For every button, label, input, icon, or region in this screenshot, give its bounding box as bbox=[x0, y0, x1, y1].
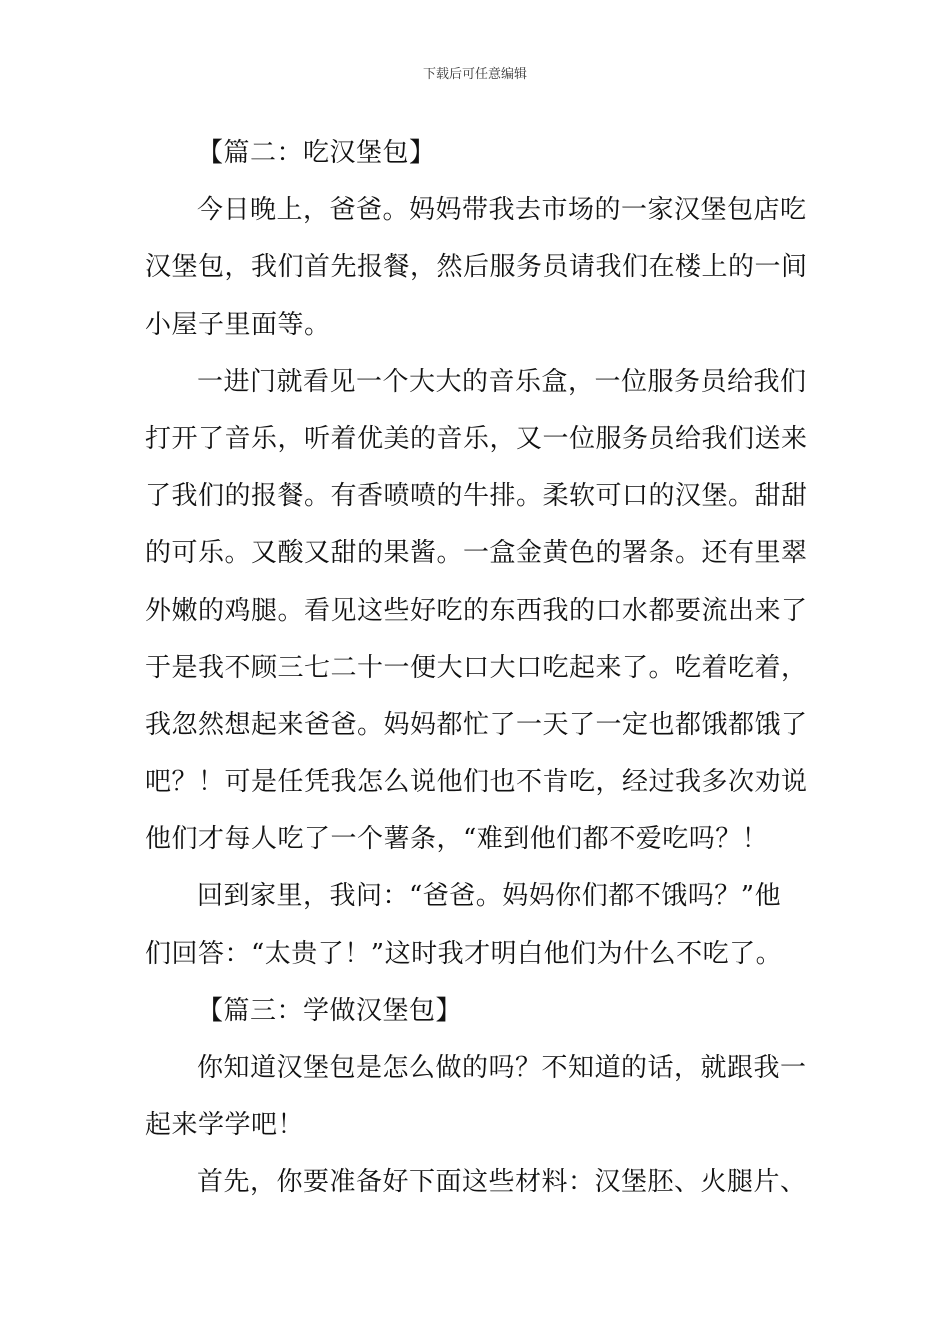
paragraph-line: 今日晚上，爸爸。妈妈带我去市场的一家汉堡包店吃 bbox=[197, 195, 807, 226]
paragraph-line: 们回答：“太贵了！”这时我才明白他们为什么不吃了。 bbox=[145, 938, 783, 969]
paragraph-line: 吧？！可是任凭我怎么说他们也不肯吃，经过我多次劝说 bbox=[145, 767, 808, 798]
paragraph-line: 我忽然想起来爸爸。妈妈都忙了一天了一定也都饿都饿了 bbox=[145, 709, 808, 740]
paragraph-line: 他们才每人吃了一个薯条，“难到他们都不爱吃吗？！ bbox=[145, 824, 769, 855]
paragraph-line: 小屋子里面等。 bbox=[145, 309, 331, 340]
paragraph-line: 的可乐。又酸又甜的果酱。一盒金黄色的署条。还有里翠 bbox=[145, 538, 808, 569]
paragraph-line: 于是我不顾三七二十一便大口大口吃起来了。吃着吃着， bbox=[145, 652, 808, 683]
paragraph-line: 起来学学吧！ bbox=[145, 1110, 305, 1141]
paragraph-line: 你知道汉堡包是怎么做的吗？不知道的话，就跟我一 bbox=[197, 1053, 807, 1083]
paragraph-line: 了我们的报餐。有香喷喷的牛排。柔软可口的汉堡。甜甜 bbox=[145, 481, 808, 512]
section-heading: 【篇三：学做汉堡包】 bbox=[197, 995, 463, 1026]
document-body bbox=[145, 125, 810, 1212]
paragraph-line: 回到家里，我问：“爸爸。妈妈你们都不饿吗？”他 bbox=[197, 881, 782, 912]
paragraph-line: 打开了音乐，听着优美的音乐，又一位服务员给我们送来 bbox=[145, 423, 808, 454]
paragraph-line: 一进门就看见一个大大的音乐盒，一位服务员给我们 bbox=[197, 366, 807, 397]
paragraph-line: 外嫩的鸡腿。看见这些好吃的东西我的口水都要流出来了 bbox=[145, 595, 808, 626]
page-header: 下载后可任意编辑 bbox=[422, 67, 527, 82]
paragraph-line: 首先，你要准备好下面这些材料：汉堡胚、火腿片、 bbox=[197, 1167, 807, 1198]
paragraph-line: 汉堡包，我们首先报餐，然后服务员请我们在楼上的一间 bbox=[145, 252, 808, 283]
section-heading: 【篇二：吃汉堡包】 bbox=[197, 138, 436, 168]
